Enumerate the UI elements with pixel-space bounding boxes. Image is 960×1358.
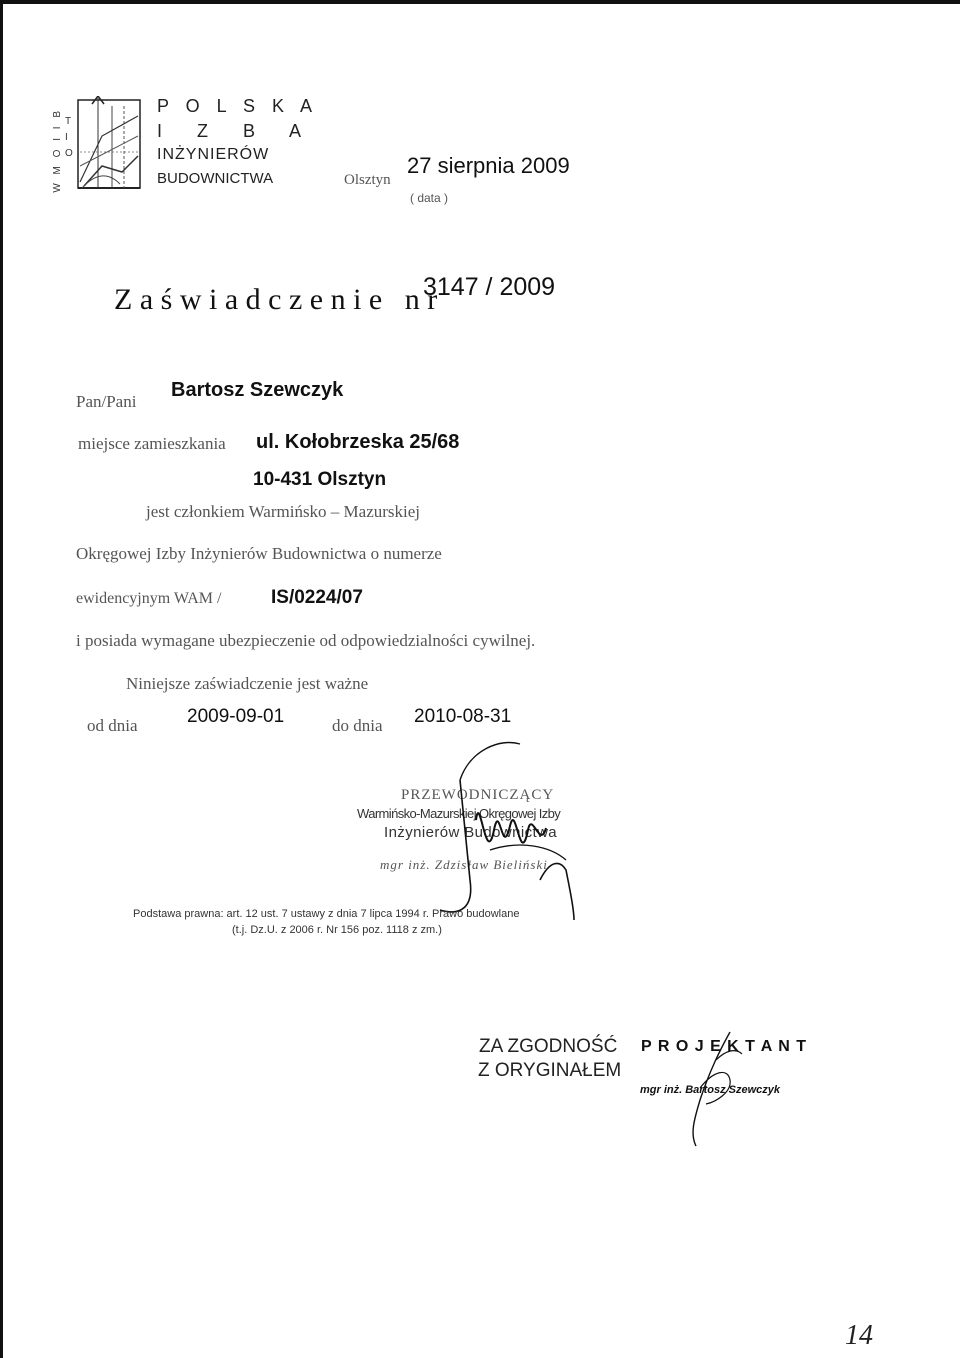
valid-to-date: 2010-08-31 bbox=[414, 706, 512, 727]
chamber-line: Okręgowej Izby Inżynierów Budownictwa o numerze bbox=[76, 544, 442, 563]
chamber-logo bbox=[62, 96, 144, 196]
valid-from-label: od dnia bbox=[87, 716, 138, 735]
membership-line: jest członkiem Warmińsko – Mazurskiej bbox=[146, 502, 421, 521]
address-city: 10-431 Olsztyn bbox=[253, 469, 387, 490]
legal-basis-line-2: (t.j. Dz.U. z 2006 r. Nr 156 poz. 1118 z zm.) bbox=[232, 924, 442, 936]
legal-basis-line-1: Podstawa prawna: art. 12 ust. 7 ustawy z dnia 7 lipca 1994 r. Prawo budowlane bbox=[133, 908, 520, 920]
date-caption: ( data ) bbox=[410, 191, 449, 205]
scan-left-edge bbox=[0, 0, 3, 1358]
svg-text:I: I bbox=[65, 132, 68, 143]
chairman-signature-icon bbox=[390, 730, 610, 920]
registry-label: ewidencyjnym WAM / bbox=[76, 590, 222, 607]
salutation-label: Pan/Pani bbox=[76, 392, 137, 411]
insurance-line: i posiada wymagane ubezpieczenie od odpowiedzialności cywilnej. bbox=[76, 631, 536, 650]
conformity-stamp-line-1: ZA ZGODNOŚĆ bbox=[479, 1036, 618, 1057]
chamber-logo-icon bbox=[62, 96, 144, 196]
designer-stamp-name: mgr inż. Bartosz Szewczyk bbox=[640, 1084, 780, 1096]
svg-text:T: T bbox=[65, 116, 72, 127]
org-line-2: I Z B A bbox=[157, 121, 307, 141]
stamp-title: PRZEWODNICZĄCY bbox=[401, 787, 555, 803]
issue-date: 27 sierpnia 2009 bbox=[407, 153, 570, 178]
org-line-4: BUDOWNICTWA bbox=[157, 170, 274, 187]
registry-number: IS/0224/07 bbox=[271, 587, 363, 608]
conformity-stamp-line-2: Z ORYGINAŁEM bbox=[478, 1060, 622, 1081]
svg-text:O: O bbox=[65, 148, 73, 159]
designer-stamp-title: P R O J E K T A N T bbox=[641, 1038, 807, 1055]
designer-signature-icon bbox=[670, 1030, 760, 1150]
valid-to-label: do dnia bbox=[332, 716, 383, 735]
validity-line: Niniejsze zaświadczenie jest ważne bbox=[126, 674, 369, 693]
certificate-number: 3147 / 2009 bbox=[423, 273, 556, 301]
valid-from-date: 2009-09-01 bbox=[187, 706, 285, 727]
org-line-3: INŻYNIERÓW bbox=[157, 146, 270, 163]
address-label: miejsce zamieszkania bbox=[78, 434, 226, 453]
org-line-1: P O L S K A bbox=[157, 96, 319, 116]
person-name: Bartosz Szewczyk bbox=[171, 379, 344, 401]
stamp-person: mgr inż. Zdzisław Bieliński bbox=[380, 857, 548, 872]
issue-place: Olsztyn bbox=[344, 172, 391, 188]
vertical-tag: W M O I I B bbox=[52, 108, 63, 193]
stamp-line-2: Inżynierów Budownictwa bbox=[384, 824, 558, 841]
stamp-line-1: Warmińsko-Mazurskiej Okręgowej Izby bbox=[357, 806, 561, 821]
certificate-title: Z a ś w i a d c z e n i e n r bbox=[114, 283, 438, 316]
address-street: ul. Kołobrzeska 25/68 bbox=[256, 431, 460, 453]
page-number: 14 bbox=[845, 1320, 873, 1351]
scan-top-edge bbox=[0, 0, 960, 4]
